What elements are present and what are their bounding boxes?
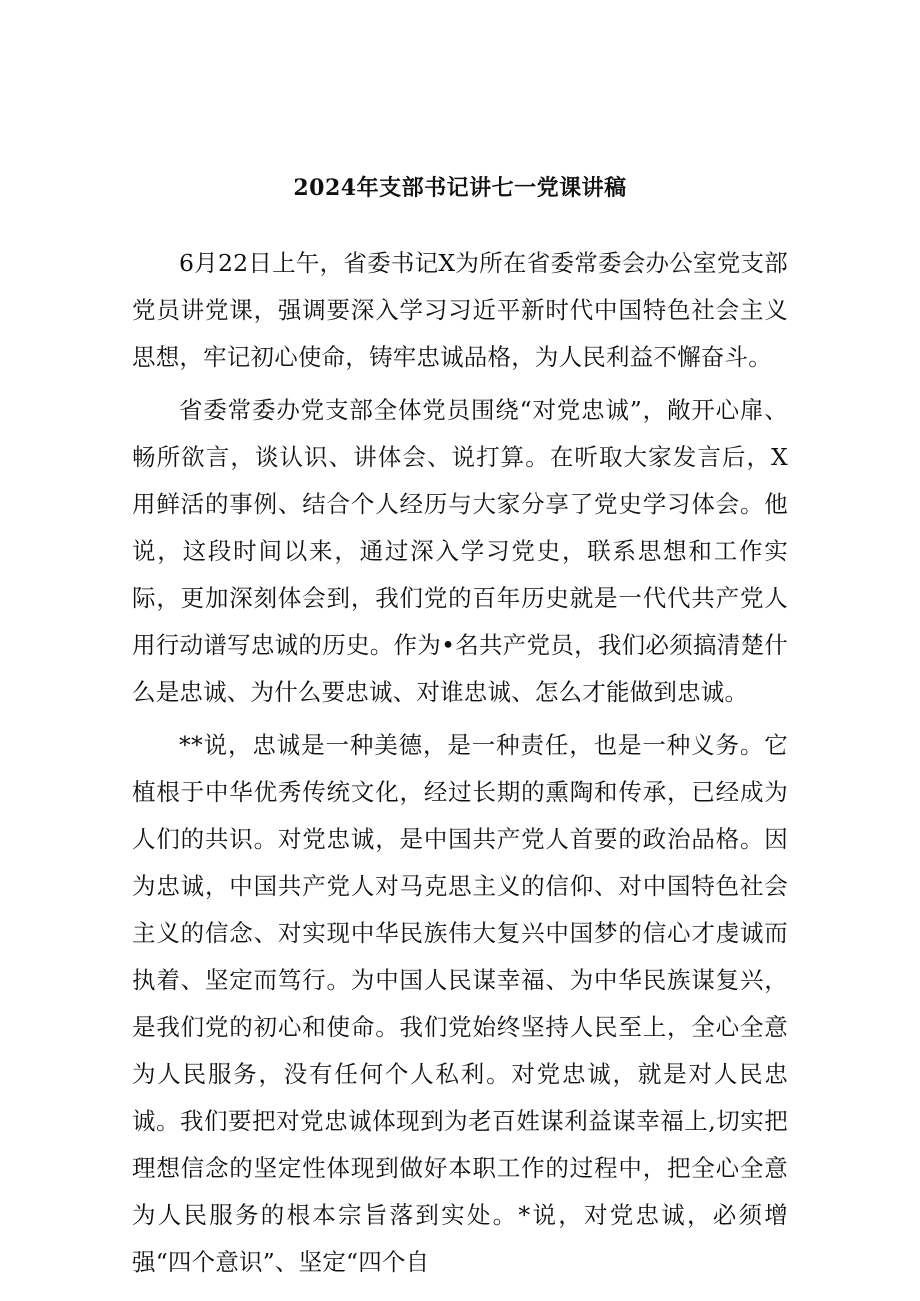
paragraph-1: 6月22日上午，省委书记X为所在省委常委会办公室党支部党员讲党课，强调要深入学习习近平新时代中国特色社会主义思想，牢记初心使命，铸牢忠诚品格，为人民利益不懈奋斗。	[132, 249, 788, 371]
document-title: 2024年支部书记讲七一党课讲稿	[293, 175, 627, 201]
paragraph-2: 省委常委办党支部全体党员围绕“对党忠诚”，敞开心扉、畅所欲言，谈认识、讲体会、说打算。在听取大家发言后，X用鲜活的事例、结合个人经历与大家分享了党史学习体会。他说，这段时间以来，通过深入学习党史，联系思想和工作实际，更加深刻体会到，我们党的百年历史就是一代代共产党人用行动谱写忠诚的历史。作为•名共产党员，我们必须搞清楚什么是忠诚、为什么要忠诚、对谁忠诚、怎么才能做到忠诚。	[132, 396, 788, 706]
paragraph-3: **说，忠诚是一种美德，是一种责任，也是一种义务。它植根于中华优秀传统文化，经过长期的熏陶和传承，已经成为人们的共识。对党忠诚，是中国共产党人首要的政治品格。因为忠诚，中国共产党人对马克思主义的信仰、对中国特色社会主义的信念、对实现中华民族伟大复兴中国梦的信心才虔诚而执着、坚定而笃行。为中国人民谋幸福、为中华民族谋复兴，是我们党的初心和使命。我们党始终坚持人民至上，全心全意为人民服务，没有任何个人私利。对党忠诚，就是对人民忠诚。我们要把对党忠诚体现到为老百姓谋利益谋幸福上,切实把理想信念的坚定性体现到做好本职工作的过程中，把全心全意为人民服务的根本宗旨落到实处。*说，对党忠诚，必须增强“四个意识”、坚定“四个自	[132, 731, 788, 1276]
document-body	[132, 240, 788, 1286]
